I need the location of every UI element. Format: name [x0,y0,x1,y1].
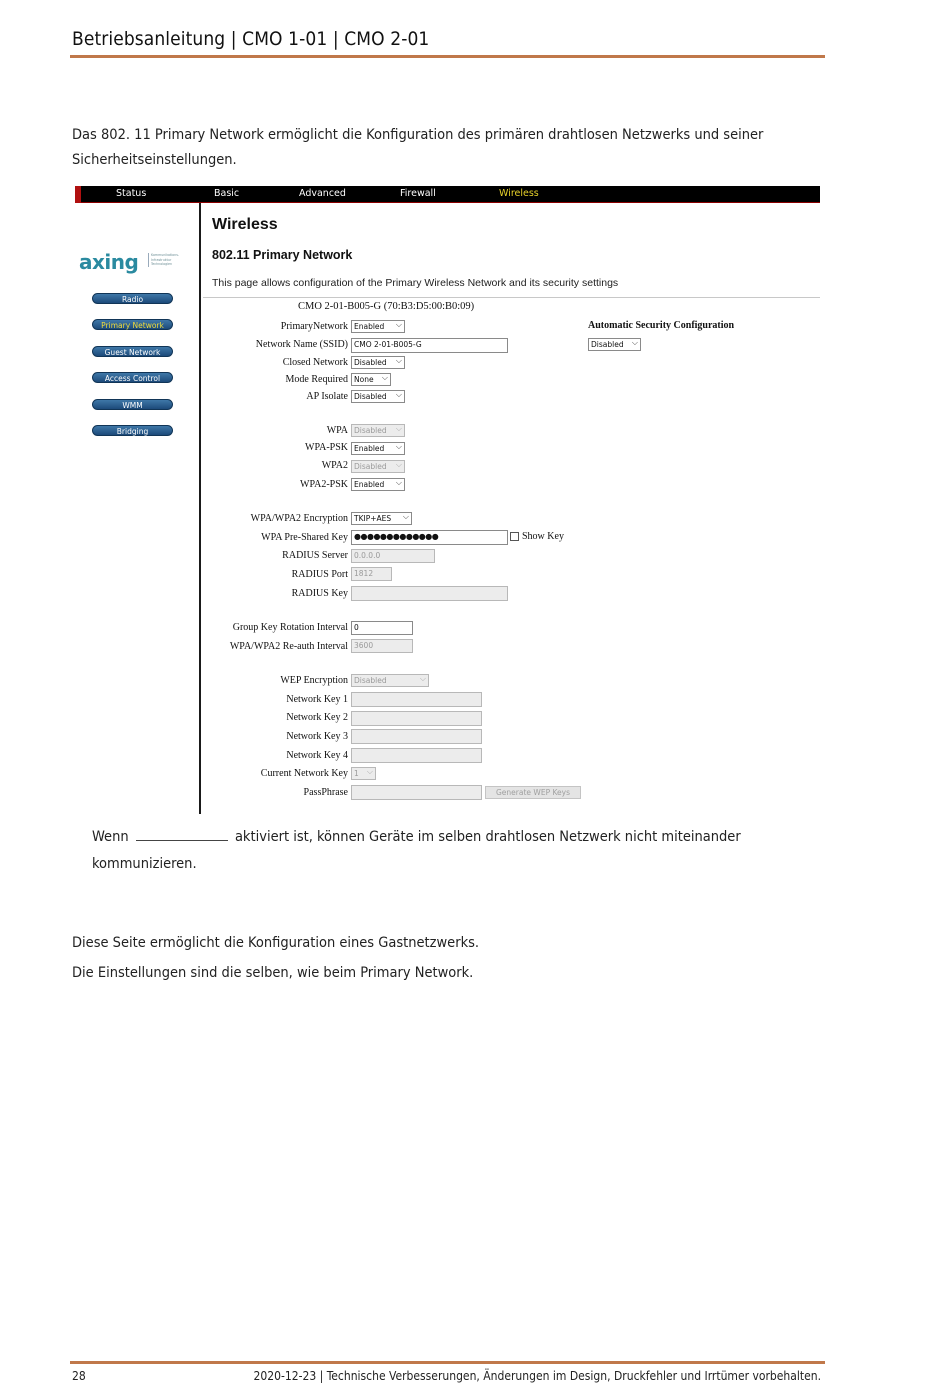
passphrase-label: PassPhrase [303,787,348,798]
network-key-3-label: Network Key 3 [286,731,348,742]
ssid-input[interactable]: CMO 2-01-B005-G [351,338,508,353]
auto-security-label: Automatic Security Configuration [588,320,735,331]
wpa-psk-select[interactable]: Enabled ⌵ [351,442,405,455]
device-mac: CMO 2-01-B005-G (70:B3:D5:00:B0:09) [298,301,475,312]
current-key-select[interactable]: 1 ⌵ [351,767,376,780]
logo-tagline: Kommunikations-Infrastruktur Technologien [148,253,188,267]
primary-network-select[interactable]: Enabled ⌵ [351,320,405,333]
current-key-label: Current Network Key [260,768,348,779]
radius-server-label: RADIUS Server [282,550,348,561]
wep-label: WEP Encryption [280,675,348,686]
top-nav [75,186,820,203]
sidebar-divider [199,203,201,814]
sidebar-item-guest-network[interactable]: Guest Network [92,346,173,357]
document-header: Betriebsanleitung | CMO 1-01 | CMO 2-01 [72,28,430,50]
sidebar-item-bridging[interactable]: Bridging [92,425,173,436]
network-key-3-input[interactable] [351,729,482,744]
radius-server-input[interactable]: 0.0.0.0 [351,549,435,563]
nav-wireless[interactable]: Wireless [499,188,539,199]
wpa-label: WPA [326,425,348,436]
page-number: 28 [72,1369,86,1383]
fill-in-blank [136,827,228,841]
wpa-psk-label: WPA-PSK [305,442,348,453]
footer-disclaimer: 2020-12-23 | Technische Verbesserungen, Änderungen im Design, Druckfehler und Irrtümer vorbehalten. [253,1369,821,1383]
header-rule [70,55,825,58]
passphrase-input[interactable] [351,785,482,800]
axing-logo: axing [79,250,139,274]
wpa2-label: WPA2 [321,460,348,471]
guest-paragraph-2: Die Einstellungen sind die selben, wie beim Primary Network. [72,965,474,981]
group-key-input[interactable]: 0 [351,621,413,635]
ap-isolate-note [92,824,812,878]
generate-wep-keys-button[interactable]: Generate WEP Keys [485,786,581,799]
network-key-4-label: Network Key 4 [286,750,348,761]
closed-network-label: Closed Network [282,357,348,368]
intro-paragraph: Das 802. 11 Primary Network ermöglicht die Konfiguration des primären drahtlosen Netzwerks und seiner Sicherheitseinstellungen. [72,127,764,168]
encryption-label: WPA/WPA2 Encryption [250,513,348,524]
nav-firewall[interactable]: Firewall [400,188,436,199]
radius-port-input[interactable]: 1812 [351,567,392,581]
primary-network-label: PrimaryNetwork [280,321,348,332]
network-key-1-label: Network Key 1 [286,694,348,705]
sidebar-item-radio[interactable]: Radio [92,293,173,304]
note-end: aktiviert ist, können Geräte im selben drahtlosen Netzwerk nicht miteinander kommunizieren. [92,829,741,872]
network-key-2-input[interactable] [351,711,482,726]
page-title: Wireless [212,216,278,233]
nav-accent [75,186,81,203]
page-subtitle: 802.11 Primary Network [212,248,353,262]
sidebar [75,203,200,814]
nav-basic[interactable]: Basic [214,188,240,199]
show-key-checkbox[interactable] [510,532,519,541]
mode-required-select[interactable]: None ⌵ [351,373,391,386]
content-divider [203,297,820,298]
wireless-content [212,203,820,814]
network-key-2-label: Network Key 2 [286,712,348,723]
wpa-select[interactable]: Disabled ⌵ [351,424,405,437]
nav-advanced[interactable]: Advanced [299,188,346,199]
page-description: This page allows configuration of the Primary Wireless Network and its security settings [212,277,619,289]
reauth-label: WPA/WPA2 Re-auth Interval [229,641,348,652]
closed-network-select[interactable]: Disabled ⌵ [351,356,405,369]
ssid-label: Network Name (SSID) [255,339,348,350]
radius-key-input[interactable] [351,586,508,601]
router-screenshot [75,186,820,814]
encryption-select[interactable]: TKIP+AES ⌵ [351,512,412,525]
ap-isolate-select[interactable]: Disabled ⌵ [351,390,405,403]
group-key-label: Group Key Rotation Interval [232,622,348,633]
radius-port-label: RADIUS Port [291,569,348,580]
mode-required-label: Mode Required [285,374,348,385]
wpa2-psk-label: WPA2-PSK [300,479,348,490]
psk-label: WPA Pre-Shared Key [261,532,348,543]
wpa2-psk-select[interactable]: Enabled ⌵ [351,478,405,491]
wep-select[interactable]: Disabled ⌵ [351,674,429,687]
guest-paragraph-1: Diese Seite ermöglicht die Konfiguration eines Gastnetzwerks. [72,935,480,951]
psk-input[interactable]: ●●●●●●●●●●●●● [351,530,508,545]
nav-status[interactable]: Status [116,188,147,199]
ap-isolate-label: AP Isolate [306,391,348,402]
wpa2-select[interactable]: Disabled ⌵ [351,460,405,473]
sidebar-item-wmm[interactable]: WMM [92,399,173,410]
radius-key-label: RADIUS Key [291,588,348,599]
sidebar-item-primary-network[interactable]: Primary Network [92,319,173,330]
footer-rule [70,1361,825,1364]
sidebar-item-access-control[interactable]: Access Control [92,372,173,383]
network-key-1-input[interactable] [351,692,482,707]
auto-security-select[interactable]: Disabled ⌵ [588,338,641,351]
note-start: Wenn [92,829,129,845]
show-key-label: Show Key [522,531,564,542]
reauth-input[interactable]: 3600 [351,639,413,653]
network-key-4-input[interactable] [351,748,482,763]
